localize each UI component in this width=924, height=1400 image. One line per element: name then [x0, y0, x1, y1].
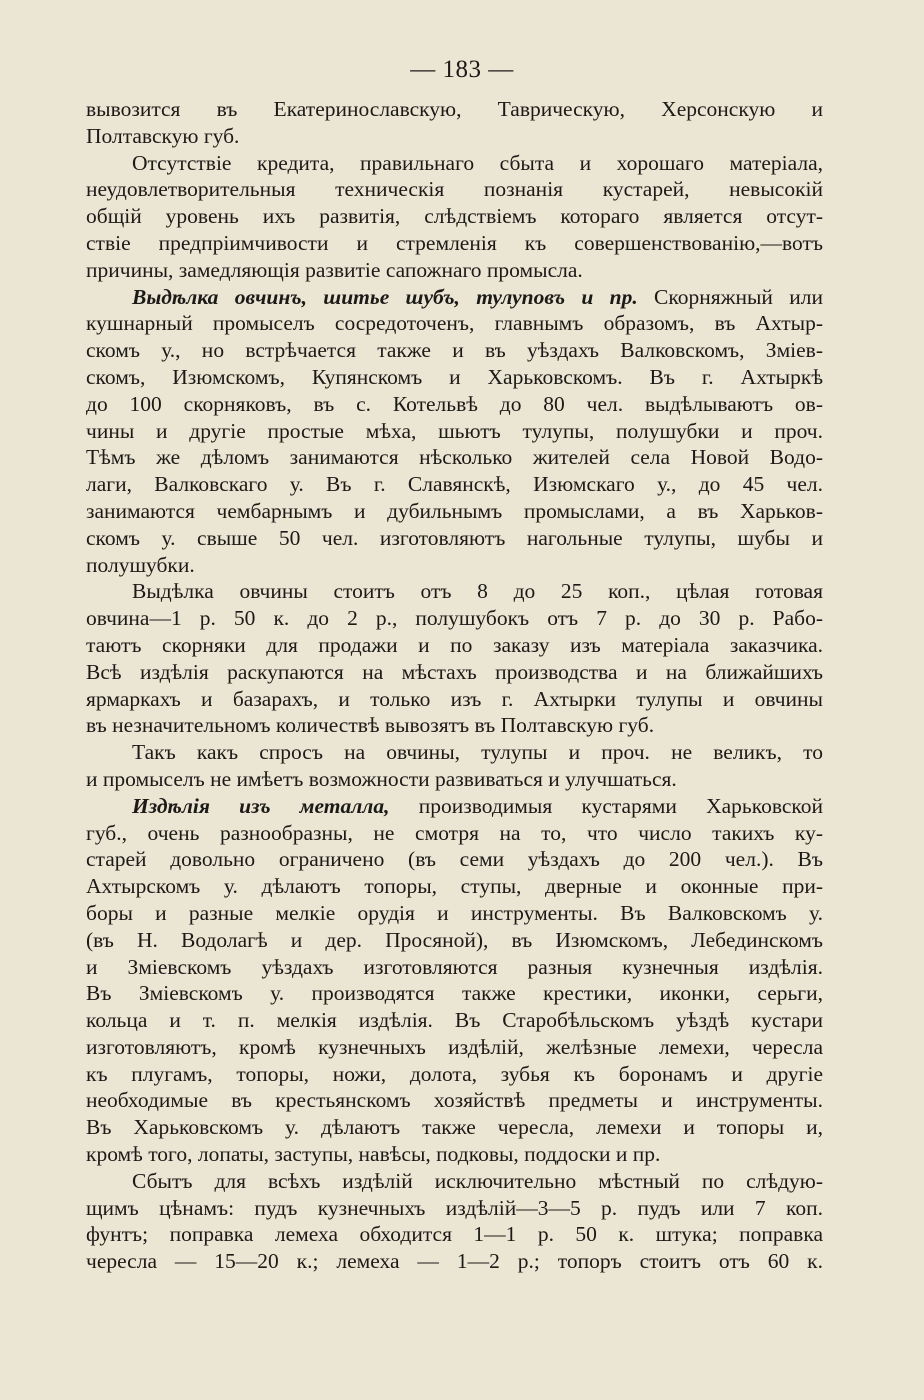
- line-text: Въ Зміевскомъ у. производятся также крестики, иконки, серьги,: [86, 981, 823, 1006]
- line-text: и промыселъ не имѣетъ возможности развиваться и улучшаться.: [86, 766, 677, 791]
- line-text: въ незначительномъ количествѣ вывозятъ въ Полтавскую губ.: [86, 713, 655, 738]
- line-text: (въ Н. Водолагѣ и дер. Просяной), въ Изюмскомъ, Лебединскомъ: [86, 927, 823, 952]
- section-heading: Выдѣлка овчинъ, шитье шубъ, тулуповъ и пр.: [132, 284, 638, 309]
- line-text: Скорняжный или: [637, 284, 823, 309]
- text-line: [86, 846, 823, 873]
- line-text: Полтавскую губ.: [86, 123, 240, 148]
- text-line: [86, 820, 823, 847]
- line-text: неудовлетворительныя техническія познанія кустарей, невысокій: [86, 177, 823, 202]
- text-line: [86, 471, 823, 498]
- text-line: [86, 1061, 823, 1088]
- line-text: полушубки.: [86, 552, 195, 577]
- text-line: [86, 310, 823, 337]
- page-number: — 183 —: [410, 56, 514, 83]
- text-line: [86, 793, 823, 820]
- line-text: таютъ скорняки для продажи и по заказу изъ матеріала заказчика.: [86, 632, 823, 657]
- line-text: и Зміевскомъ уѣздахъ изготовляются разныя кузнечныя издѣлія.: [86, 954, 823, 979]
- text-line: [86, 1114, 823, 1141]
- text-line: [86, 1168, 823, 1195]
- text-line: [86, 525, 823, 552]
- line-text: кольца и т. п. мелкія издѣлія. Въ Старобѣльскомъ уѣздѣ кустари: [86, 1008, 823, 1033]
- text-line: [86, 123, 823, 150]
- text-line: [86, 578, 823, 605]
- text-line: [86, 686, 823, 713]
- text-line: [86, 257, 823, 284]
- text-line: [86, 1034, 823, 1061]
- text-line: [86, 659, 823, 686]
- line-text: Ахтырскомъ у. дѣлаютъ топоры, ступы, дверные и оконные при-: [86, 874, 823, 899]
- line-text: лаги, Валковскаго у. Въ г. Славянскѣ, Изюмскаго у., до 45 чел.: [86, 472, 823, 497]
- text-line: [86, 1248, 823, 1275]
- line-text: скомъ, Изюмскомъ, Купянскомъ и Харьковскомъ. Въ г. Ахтыркѣ: [86, 364, 823, 389]
- text-line: [86, 739, 823, 766]
- text-line: [86, 1087, 823, 1114]
- text-line: [86, 284, 823, 311]
- line-text: общій уровень ихъ развитія, слѣдствіемъ котораго является отсут-: [86, 204, 823, 229]
- section-heading: Издѣлія изъ металла,: [132, 793, 390, 818]
- line-text: Въ Харьковскомъ у. дѣлаютъ также чересла, лемехи и топоры и,: [86, 1115, 823, 1140]
- line-text: занимаются чембарнымъ и дубильнымъ промыслами, а въ Харьков-: [86, 498, 823, 523]
- line-text: губ., очень разнообразны, не смотря на то, что число такихъ ку-: [86, 820, 823, 845]
- line-text: боры и разные мелкіе орудія и инструменты. Въ Валковскомъ у.: [86, 900, 823, 925]
- text-line: [86, 498, 823, 525]
- text-line: [86, 712, 823, 739]
- text-line: [86, 980, 823, 1007]
- line-text: Тѣмъ же дѣломъ занимаются нѣсколько жителей села Новой Водо-: [86, 445, 823, 470]
- line-text: причины, замедляющія развитіе сапожнаго промысла.: [86, 257, 583, 282]
- text-line: [86, 954, 823, 981]
- text-line: [86, 927, 823, 954]
- line-text: щимъ цѣнамъ: пудъ кузнечныхъ издѣлій—3—5 р. пудъ или 7 коп.: [86, 1195, 823, 1220]
- line-text: ствіе предпріимчивости и стремленія къ совершенствованію,—вотъ: [86, 230, 823, 255]
- line-text: изготовляютъ, кромѣ кузнечныхъ издѣлій, желѣзные лемехи, чересла: [86, 1034, 823, 1059]
- text-line: [86, 873, 823, 900]
- line-text: Всѣ издѣлія раскупаются на мѣстахъ производства и на ближайшихъ: [86, 659, 823, 684]
- line-text: Сбытъ для всѣхъ издѣлій исключительно мѣстный по слѣдую-: [132, 1168, 823, 1193]
- text-line: [86, 632, 823, 659]
- line-text: до 100 скорняковъ, въ с. Котельвѣ до 80 чел. выдѣлываютъ ов-: [86, 391, 823, 416]
- line-text: овчина—1 р. 50 к. до 2 р., полушубокъ отъ 7 р. до 30 р. Рабо-: [86, 606, 823, 631]
- line-text: фунтъ; поправка лемеха обходится 1—1 р. 50 к. штука; поправка: [86, 1222, 823, 1247]
- line-text: старей довольно ограничено (въ семи уѣздахъ до 200 чел.). Въ: [86, 847, 823, 872]
- text-line: [86, 766, 823, 793]
- line-text: кушнарный промыселъ сосредоточенъ, главнымъ образомъ, въ Ахтыр-: [86, 311, 823, 336]
- text-line: [86, 230, 823, 257]
- text-line: [86, 203, 823, 230]
- line-text: Выдѣлка овчины стоитъ отъ 8 до 25 коп., цѣлая готовая: [132, 579, 823, 604]
- line-text: скомъ у., но встрѣчается также и въ уѣздахъ Валковскомъ, Зміев-: [86, 338, 823, 363]
- text-line: [86, 176, 823, 203]
- text-line: [86, 337, 823, 364]
- line-text: производимыя кустарями Харьковской: [389, 793, 823, 818]
- line-text: чересла — 15—20 к.; лемеха — 1—2 р.; топоръ стоитъ отъ 60 к.: [86, 1249, 823, 1274]
- text-line: [86, 364, 823, 391]
- text-line: [86, 96, 823, 123]
- text-line: [86, 1141, 823, 1168]
- line-text: скомъ у. свыше 50 чел. изготовляютъ нагольные тулупы, шубы и: [86, 525, 823, 550]
- body-text: [86, 96, 823, 1275]
- text-line: [86, 150, 823, 177]
- line-text: кромѣ того, лопаты, заступы, навѣсы, подковы, поддоски и пр.: [86, 1142, 661, 1167]
- line-text: Отсутствіе кредита, правильнаго сбыта и хорошаго матеріала,: [132, 150, 823, 175]
- line-text: къ плугамъ, топоры, ножи, долота, зубья къ боронамъ и другіе: [86, 1061, 823, 1086]
- line-text: чины и другіе простые мѣха, шьютъ тулупы, полушубки и проч.: [86, 418, 823, 443]
- text-line: [86, 1007, 823, 1034]
- text-line: [86, 444, 823, 471]
- text-line: [86, 1195, 823, 1222]
- text-line: [86, 1221, 823, 1248]
- text-line: [86, 552, 823, 579]
- text-line: [86, 605, 823, 632]
- text-line: [86, 391, 823, 418]
- line-text: необходимые въ крестьянскомъ хозяйствѣ предметы и инструменты.: [86, 1088, 823, 1113]
- line-text: вывозится въ Екатеринославскую, Таврическую, Херсонскую и: [86, 97, 823, 121]
- text-line: [86, 900, 823, 927]
- line-text: ярмаркахъ и базарахъ, и только изъ г. Ахтырки тулупы и овчины: [86, 686, 823, 711]
- text-line: [86, 418, 823, 445]
- line-text: Такъ какъ спросъ на овчины, тулупы и проч. не великъ, то: [132, 740, 823, 765]
